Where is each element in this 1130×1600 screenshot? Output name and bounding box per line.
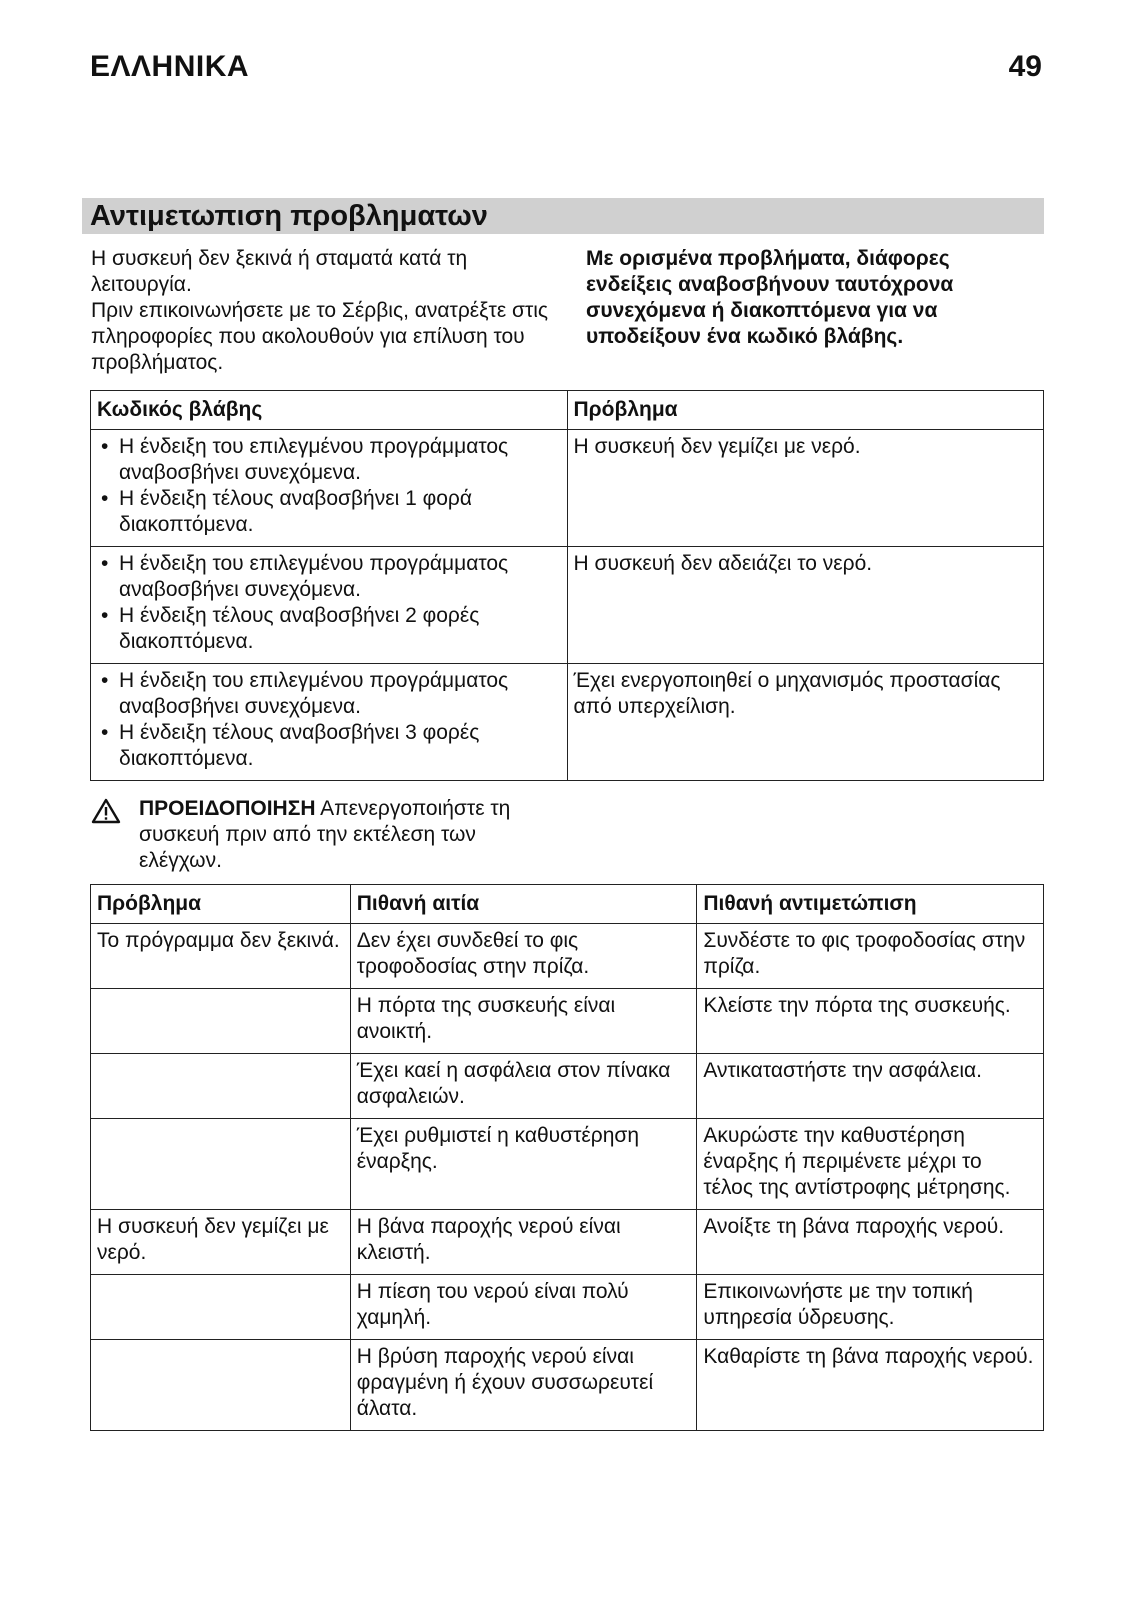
table-row [91, 924, 1044, 989]
solution-cell: Συνδέστε το φις τροφοδοσίας στην πρίζα. [697, 924, 1044, 989]
fault-code-note: Με ορισμένα προβλήματα, διάφορες ενδείξεις αναβοσβήνουν ταυτόχρονα συνεχόμενα ή διακοπτόμενα για να υποδείξουν ένα κωδικό βλάβης. [586, 247, 954, 348]
table-row [91, 430, 1044, 547]
table-row [91, 989, 1044, 1054]
table-row [91, 1119, 1044, 1210]
troubleshooting-table [90, 884, 1044, 1431]
solution-cell: Αντικαταστήστε την ασφάλεια. [697, 1054, 1044, 1119]
cause-cell: Η πίεση του νερού είναι πολύ χαμηλή. [350, 1275, 697, 1340]
warning-text: Απενεργοποιήστε τη συσκευή πριν από την εκτέλεση των ελέγχων. [139, 797, 511, 872]
cause-cell: Η βρύση παροχής νερού είναι φραγμένη ή έχουν συσσωρευτεί άλατα. [350, 1340, 697, 1431]
problem-cell: Η συσκευή δεν αδειάζει το νερό. [567, 547, 1043, 664]
language-label: ΕΛΛΗΝΙΚΑ [90, 50, 250, 83]
list-item: • Η ένδειξη του επιλεγμένου προγράμματος αναβοσβήνει συνεχόμενα. [97, 434, 561, 486]
table-header-row [91, 885, 1044, 924]
column-header: Πιθανή αντιμετώπιση [697, 885, 1044, 924]
cause-cell: Δεν έχει συνδεθεί το φις τροφοδοσίας στην πρίζα. [350, 924, 697, 989]
column-header: Πιθανή αιτία [350, 885, 697, 924]
cause-cell: Η πόρτα της συσκευής είναι ανοικτή. [350, 989, 697, 1054]
section-title: Αντιμετωπιση προβληματων [82, 198, 1044, 234]
problem-cell [91, 1275, 351, 1340]
table-row [91, 1054, 1044, 1119]
problem-cell [91, 989, 351, 1054]
problem-cell [91, 1054, 351, 1119]
column-header: Πρόβλημα [567, 391, 1043, 430]
solution-cell: Καθαρίστε τη βάνα παροχής νερού. [697, 1340, 1044, 1431]
column-header: Κωδικός βλάβης [91, 391, 568, 430]
column-header: Πρόβλημα [91, 885, 351, 924]
table-row [91, 1210, 1044, 1275]
table-header-row [91, 391, 1044, 430]
page-number: 49 [1008, 50, 1042, 83]
solution-cell: Ανοίξτε τη βάνα παροχής νερού. [697, 1210, 1044, 1275]
list-item: • Η ένδειξη του επιλεγμένου προγράμματος αναβοσβήνει συνεχόμενα. [97, 551, 561, 603]
solution-cell: Κλείστε την πόρτα της συσκευής. [697, 989, 1044, 1054]
table-row [91, 664, 1044, 781]
problem-cell [91, 1119, 351, 1210]
problem-cell: Η συσκευή δεν γεμίζει με νερό. [91, 1210, 351, 1275]
solution-cell: Ακυρώστε την καθυστέρηση έναρξης ή περιμένετε μέχρι το τέλος της αντίστροφης μέτρησης. [697, 1119, 1044, 1210]
table-row [91, 1340, 1044, 1431]
fault-codes-table [90, 390, 1044, 781]
list-item: • Η ένδειξη τέλους αναβοσβήνει 3 φορές διακοπτόμενα. [97, 720, 561, 772]
cause-cell: Έχει ρυθμιστεί η καθυστέρηση έναρξης. [350, 1119, 697, 1210]
warning-notice [91, 796, 561, 874]
solution-cell: Επικοινωνήστε με την τοπική υπηρεσία ύδρευσης. [697, 1275, 1044, 1340]
list-item: • Η ένδειξη τέλους αναβοσβήνει 1 φορά διακοπτόμενα. [97, 486, 561, 538]
list-item: • Η ένδειξη τέλους αναβοσβήνει 2 φορές διακοπτόμενα. [97, 603, 561, 655]
intro-paragraph: Πριν επικοινωνήσετε με το Σέρβις, ανατρέξτε στις πληροφορίες που ακολουθούν για επίλυση του προβλήματος. [91, 299, 549, 374]
fault-code-cell [91, 430, 568, 547]
fault-code-cell [91, 547, 568, 664]
warning-triangle-icon [91, 798, 121, 824]
intro-text [91, 246, 551, 376]
warning-label: ΠΡΟΕΙΔΟΠΟΙΗΣΗ [139, 797, 316, 820]
problem-cell: Το πρόγραμμα δεν ξεκινά. [91, 924, 351, 989]
cause-cell: Έχει καεί η ασφάλεια στον πίνακα ασφαλειών. [350, 1054, 697, 1119]
table-row [91, 1275, 1044, 1340]
problem-cell: Η συσκευή δεν γεμίζει με νερό. [567, 430, 1043, 547]
problem-cell: Έχει ενεργοποιηθεί ο μηχανισμός προστασίας από υπερχείλιση. [567, 664, 1043, 781]
list-item: • Η ένδειξη του επιλεγμένου προγράμματος αναβοσβήνει συνεχόμενα. [97, 668, 561, 720]
table-row [91, 547, 1044, 664]
problem-cell [91, 1340, 351, 1431]
fault-code-cell [91, 664, 568, 781]
intro-paragraph: Η συσκευή δεν ξεκινά ή σταματά κατά τη λειτουργία. [91, 247, 468, 296]
cause-cell: Η βάνα παροχής νερού είναι κλειστή. [350, 1210, 697, 1275]
